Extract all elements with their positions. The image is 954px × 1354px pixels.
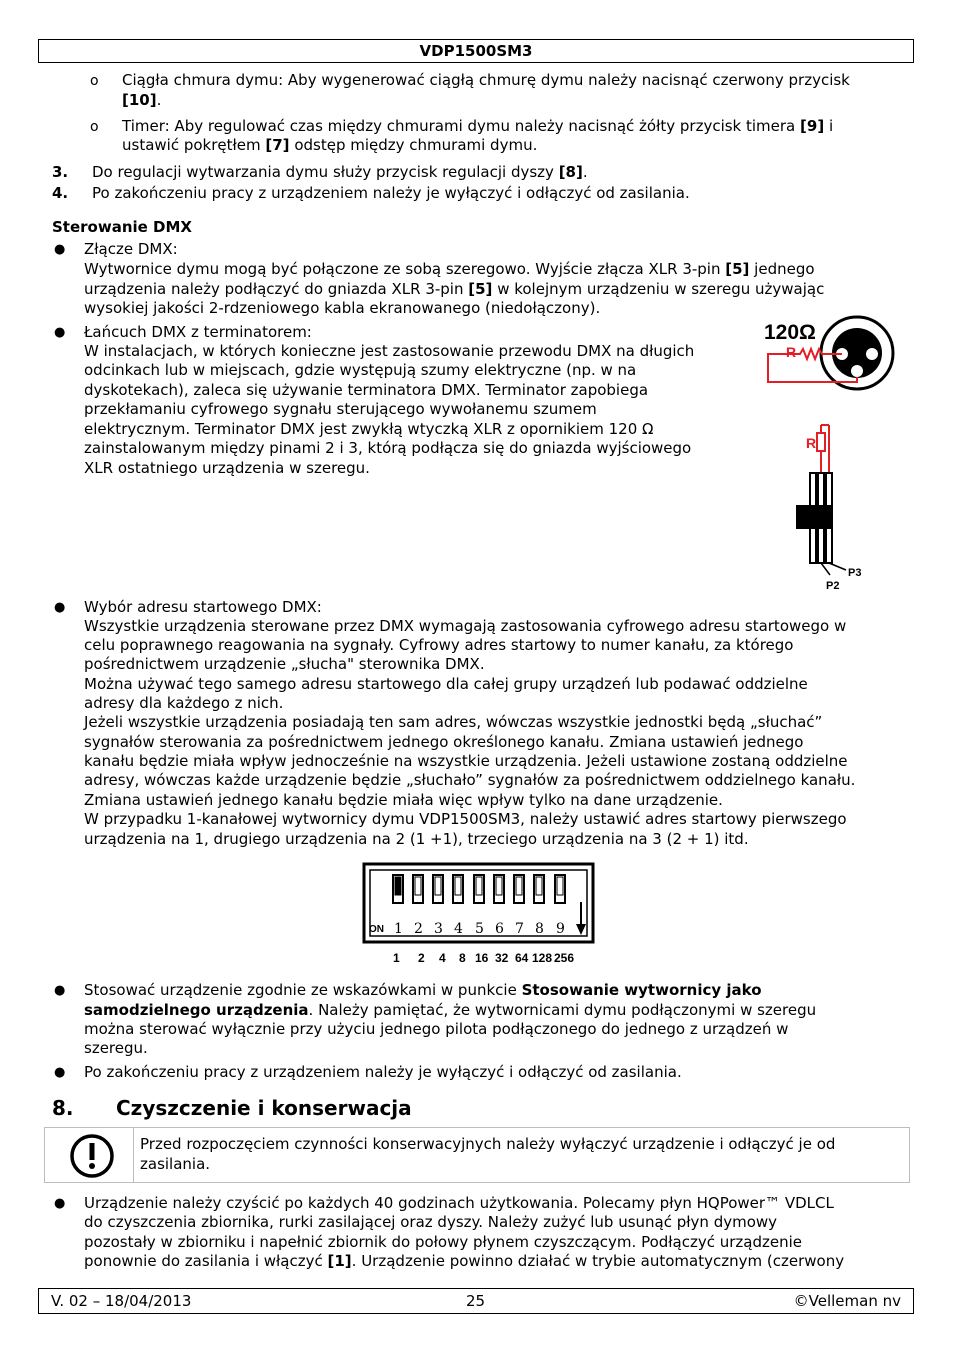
dip-value: 2 (418, 951, 425, 965)
bullet-icon: ● (54, 983, 66, 998)
dip-switch-number: 9 (556, 921, 565, 937)
dip-switch-number: 5 (475, 921, 484, 937)
dip-value: 64 (515, 951, 529, 965)
page-footer (38, 1288, 914, 1314)
dip-switch-knob (435, 877, 441, 895)
section-number: 8. (52, 1096, 74, 1120)
resistor-label: R (806, 435, 817, 451)
page-header (38, 39, 914, 63)
header-model: VDP1500SM3 (419, 42, 533, 60)
bullet-icon: ● (54, 242, 66, 257)
item-timer: Timer: Aby regulować czas między chmurami dymu należy nacisnąć żółty przycisk timera [9] i (122, 117, 834, 135)
dip-switch-knob (557, 877, 563, 895)
dip-switch-knob (415, 877, 421, 895)
svg-text:2: 2 (840, 349, 846, 360)
dip-switch-diagram (362, 862, 598, 968)
dip-switch-knob (496, 877, 502, 895)
dip-value: 4 (439, 951, 446, 965)
bullet-icon: ● (54, 1065, 66, 1080)
dip-switch-knob (536, 877, 542, 895)
dmx-heading: Sterowanie DMX (52, 218, 192, 236)
dip-switch-knob (516, 877, 522, 895)
bullet-icon: ● (54, 325, 66, 340)
dip-value: 32 (495, 951, 509, 965)
dip-switch-number: 1 (394, 921, 403, 937)
dip-value: 1 (393, 951, 400, 965)
address-title: Wybór adresu startowego DMX: (84, 598, 322, 616)
step-number: 3. (52, 163, 69, 181)
dip-switch-number: 6 (495, 921, 504, 937)
resistor-icon (817, 433, 825, 451)
ohm-label: 120Ω (764, 321, 816, 344)
terminator-diagram (760, 315, 910, 595)
resistor-label: R (786, 344, 797, 360)
svg-text:1: 1 (870, 349, 876, 360)
usage-text: Stosować urządzenie zgodnie ze wskazówkami w punkcie Stosowanie wytwornicy jako (84, 981, 762, 999)
footer-version: V. 02 – 18/04/2013 (51, 1292, 192, 1310)
dip-value: 8 (459, 951, 466, 965)
bullet-icon: ● (54, 600, 66, 615)
dip-switch-number: 3 (434, 921, 443, 937)
final-text: Po zakończeniu pracy z urządzeniem należy je wyłączyć i odłączyć od zasilania. (84, 1063, 682, 1081)
dip-switch-number: 7 (515, 921, 524, 937)
clean-text: Urządzenie należy czyścić po każdych 40 godzinach użytkowania. Polecamy płyn HQPower™ VDLCL (84, 1194, 834, 1212)
dip-on-label: ON (369, 924, 384, 935)
section-title: Czyszczenie i konserwacja (116, 1096, 412, 1120)
warning-icon (69, 1133, 115, 1179)
dip-switch-number: 4 (454, 921, 463, 937)
circle-bullet-icon: o (90, 73, 99, 89)
step-3: Do regulacji wytwarzania dymu służy przycisk regulacji dyszy [8]. (92, 163, 588, 181)
dip-value: 16 (475, 951, 489, 965)
item-continuous-cloud: Ciągła chmura dymu: Aby wygenerować ciągłą chmurę dymu należy nacisnąć czerwony przycisk (122, 71, 850, 89)
dip-value: 256 (554, 951, 575, 965)
dip-value: 128 (532, 951, 553, 965)
step-4: Po zakończeniu pracy z urządzeniem należy je wyłączyć i odłączyć od zasilania. (92, 184, 690, 202)
chain-title: Łańcuch DMX z terminatorem: (84, 323, 312, 341)
dip-switch-number: 8 (535, 921, 544, 937)
circle-bullet-icon: o (90, 119, 99, 135)
bullet-icon: ● (54, 1196, 66, 1211)
warning-box: Przed rozpoczęciem czynności konserwacyjnych należy wyłączyć urządzenie i odłączyć je od zasilania. (44, 1127, 910, 1183)
step-number: 4. (52, 184, 69, 202)
dip-switch-knob (455, 877, 461, 895)
conn-title: Złącze DMX: (84, 240, 178, 258)
page-number: 25 (466, 1292, 486, 1310)
dip-switch-knob (476, 877, 482, 895)
footer-copyright: ©Velleman nv (793, 1292, 901, 1310)
dip-switch-number: 2 (414, 921, 423, 937)
pin-p3-label: P3 (848, 567, 862, 579)
svg-text:3: 3 (855, 367, 861, 378)
dip-switch-knob (395, 877, 401, 895)
pin-p2-label: P2 (826, 580, 840, 592)
